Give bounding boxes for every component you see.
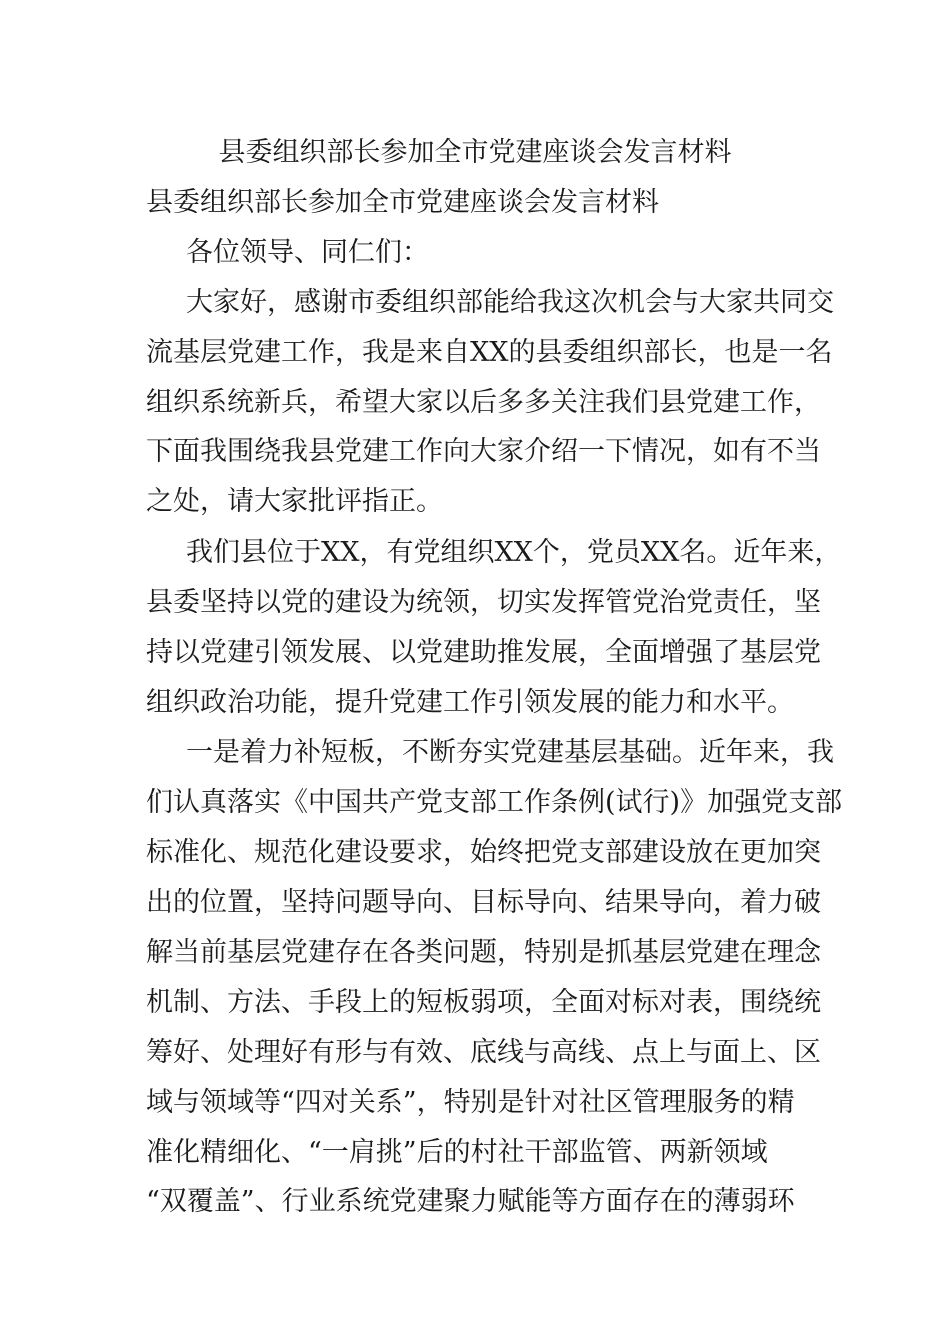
paragraph-line: “双覆盖”、行业系统党建聚力赋能等方面存在的薄弱环: [146, 1186, 795, 1217]
paragraph-line: 一是着力补短板，不断夯实党建基层基础。近年来，我: [186, 737, 834, 768]
paragraph-line: 标准化、规范化建设要求，始终把党支部建设放在更加突: [146, 837, 821, 868]
paragraph-line: 们认真落实《中国共产党支部工作条例(试行)》加强党支部: [146, 787, 843, 818]
paragraph-line: 县委坚持以党的建设为统领，切实发挥管党治党责任，坚: [146, 587, 821, 618]
paragraph-line: 大家好，感谢市委组织部能给我这次机会与大家共同交: [186, 287, 834, 318]
salutation-line: 各位领导、同仁们：: [186, 237, 429, 268]
paragraph-line: 流基层党建工作，我是来自XX的县委组织部长，也是一名: [146, 337, 833, 368]
paragraph-line: 下面我围绕我县党建工作向大家介绍一下情况，如有不当: [146, 436, 821, 467]
paragraph-line: 域与领域等“四对关系”，特别是针对社区管理服务的精: [146, 1087, 795, 1118]
paragraph-line: 准化精细化、“一肩挑”后的村社干部监管、两新领域: [146, 1137, 768, 1168]
paragraph-line: 持以党建引领发展、以党建助推发展，全面增强了基层党: [146, 637, 821, 668]
paragraph-line: 出的位置，坚持问题导向、目标导向、结果导向，着力破: [146, 887, 821, 918]
paragraph-line: 机制、方法、手段上的短板弱项，全面对标对表，围绕统: [146, 987, 821, 1018]
paragraph-line: 我们县位于XX，有党组织XX个，党员XX名。近年来，: [186, 537, 842, 568]
paragraph-line: 解当前基层党建存在各类问题，特别是抓基层党建在理念: [146, 937, 821, 968]
paragraph-line: 组织政治功能，提升党建工作引领发展的能力和水平。: [146, 687, 794, 718]
paragraph-line: 筹好、处理好有形与有效、底线与高线、点上与面上、区: [146, 1037, 821, 1068]
document-title: 县委组织部长参加全市党建座谈会发言材料: [218, 137, 732, 168]
subtitle-line: 县委组织部长参加全市党建座谈会发言材料: [146, 187, 659, 218]
paragraph-line: 之处，请大家批评指正。: [146, 486, 443, 517]
paragraph-line: 组织系统新兵，希望大家以后多多关注我们县党建工作，: [146, 387, 821, 418]
